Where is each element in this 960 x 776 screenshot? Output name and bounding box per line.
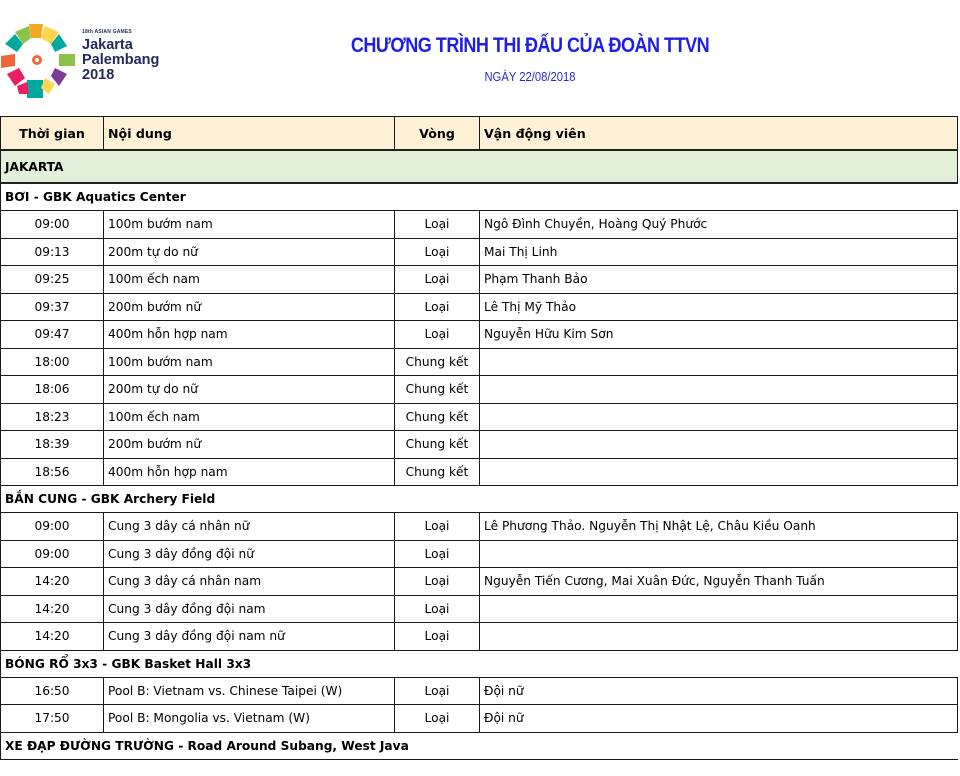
table-row [1,458,958,486]
section-title: BÓNG RỔ 3x3 - GBK Basket Hall 3x3 [1,650,958,677]
section-row [1,650,958,677]
column-header-athletes: Vận động viên [480,117,958,151]
athletes-cell [480,348,958,376]
time-cell: 09:25 [1,266,104,294]
time-cell: 17:50 [1,705,104,733]
athletes-cell: Đội nữ [480,705,958,733]
round-cell: Loại [395,677,480,705]
table-row [1,376,958,404]
time-cell: 14:20 [1,568,104,596]
schedule-table [0,116,958,760]
athletes-cell [480,458,958,486]
column-header-event: Nội dung [104,117,395,151]
table-row [1,348,958,376]
event-cell: Pool B: Mongolia vs. Vietnam (W) [104,705,395,733]
time-cell: 09:00 [1,540,104,568]
section-title: BƠI - GBK Aquatics Center [1,183,958,211]
table-header-row [1,117,958,151]
column-header-time: Thời gian [1,117,104,151]
time-cell: 16:50 [1,677,104,705]
table-row [1,513,958,541]
athletes-cell: Phạm Thanh Bảo [480,266,958,294]
athletes-cell [480,431,958,459]
column-header-round: Vòng [395,117,480,151]
round-cell: Loại [395,293,480,321]
table-row [1,211,958,239]
table-row [1,403,958,431]
section-row [1,486,958,513]
event-cell: Cung 3 dây cá nhân nam [104,568,395,596]
event-cell: 200m bướm nữ [104,293,395,321]
event-cell: 400m hỗn hợp nam [104,321,395,349]
time-cell: 09:00 [1,211,104,239]
round-cell: Chung kết [395,376,480,404]
time-cell: 18:00 [1,348,104,376]
round-cell: Loại [395,705,480,733]
athletes-cell [480,376,958,404]
time-cell: 09:00 [1,513,104,541]
event-cell: 200m tự do nữ [104,238,395,266]
table-row [1,705,958,733]
round-cell: Chung kết [395,348,480,376]
athletes-cell: Lê Thị Mỹ Thảo [480,293,958,321]
city-label: JAKARTA [1,150,958,183]
section-row [1,732,958,759]
event-cell: 400m hỗn hợp nam [104,458,395,486]
asian-games-logo [0,12,180,104]
logo-edition: 18th ASIAN GAMES [82,29,132,35]
athletes-cell [480,623,958,651]
time-cell: 09:47 [1,321,104,349]
section-title: BẮN CUNG - GBK Archery Field [1,486,958,513]
logo-year: 2018 [82,67,115,83]
round-cell: Loại [395,321,480,349]
table-row [1,540,958,568]
event-cell: Cung 3 dây cá nhân nữ [104,513,395,541]
round-cell: Loại [395,238,480,266]
event-cell: 100m ếch nam [104,266,395,294]
athletes-cell: Mai Thị Linh [480,238,958,266]
round-cell: Loại [395,595,480,623]
time-cell: 09:13 [1,238,104,266]
table-row [1,595,958,623]
event-cell: Cung 3 dây đồng đội nữ [104,540,395,568]
time-cell: 14:20 [1,595,104,623]
event-cell: 100m ếch nam [104,403,395,431]
event-cell: 200m bướm nữ [104,431,395,459]
time-cell: 09:37 [1,293,104,321]
event-cell: 100m bướm nam [104,348,395,376]
round-cell: Chung kết [395,458,480,486]
event-cell: Pool B: Vietnam vs. Chinese Taipei (W) [104,677,395,705]
time-cell: 18:23 [1,403,104,431]
table-row [1,293,958,321]
table-row [1,238,958,266]
logo-city-1: Jakarta [82,37,133,53]
round-cell: Chung kết [395,403,480,431]
table-row [1,568,958,596]
time-cell: 18:06 [1,376,104,404]
athletes-cell [480,540,958,568]
time-cell: 18:56 [1,458,104,486]
table-row [1,321,958,349]
asian-games-emblem-icon [0,12,80,104]
athletes-cell [480,595,958,623]
round-cell: Loại [395,568,480,596]
round-cell: Loại [395,540,480,568]
athletes-cell: Nguyễn Tiến Cương, Mai Xuân Đức, Nguyễn Thanh Tuấn [480,568,958,596]
round-cell: Chung kết [395,431,480,459]
event-cell: 200m tự do nữ [104,376,395,404]
table-row [1,677,958,705]
page-title: CHƯƠNG TRÌNH THI ĐẤU CỦA ĐOÀN TTVN [350,34,710,57]
event-cell: 100m bướm nam [104,211,395,239]
round-cell: Loại [395,211,480,239]
city-row [1,150,958,183]
round-cell: Loại [395,266,480,294]
event-cell: Cung 3 dây đồng đội nam [104,595,395,623]
logo-city-2: Palembang [82,52,160,68]
table-row [1,266,958,294]
athletes-cell: Nguyễn Hữu Kim Sơn [480,321,958,349]
round-cell: Loại [395,623,480,651]
round-cell: Loại [395,513,480,541]
athletes-cell [480,403,958,431]
athletes-cell: Ngô Đình Chuyền, Hoàng Quý Phước [480,211,958,239]
athletes-cell: Lê Phương Thảo. Nguyễn Thị Nhật Lệ, Châu Kiều Oanh [480,513,958,541]
table-row [1,431,958,459]
time-cell: 14:20 [1,623,104,651]
table-row [1,623,958,651]
event-cell: Cung 3 dây đồng đội nam nữ [104,623,395,651]
section-title: XE ĐẠP ĐƯỜNG TRƯỜNG - Road Around Subang, West Java [1,732,958,759]
time-cell: 18:39 [1,431,104,459]
section-row [1,183,958,211]
page-date: NGÀY 22/08/2018 [484,70,576,84]
logo-text [82,30,159,83]
athletes-cell: Đội nữ [480,677,958,705]
